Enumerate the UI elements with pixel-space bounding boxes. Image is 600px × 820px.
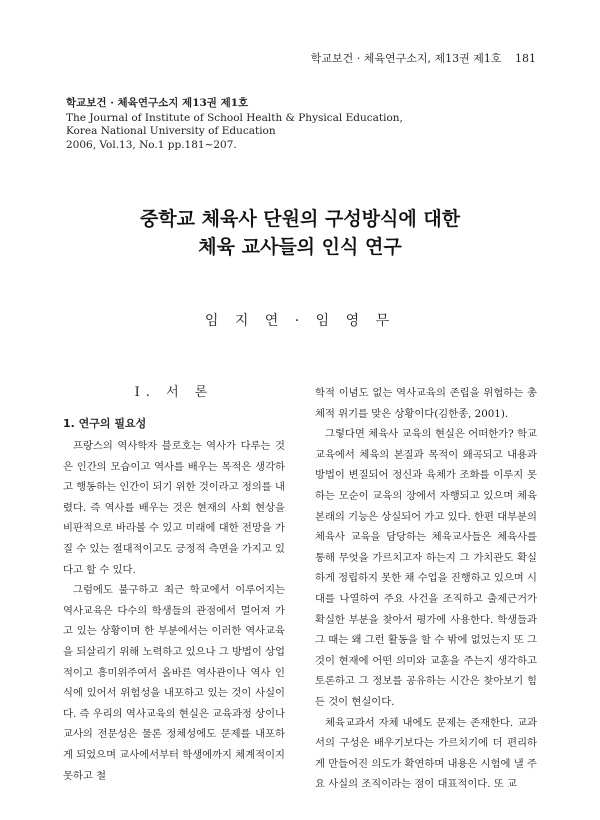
paragraph: 학적 이념도 없는 역사교육의 존립을 위협하는 총체적 위기를 맞은 상황이다(김한종, 2001).	[315, 387, 537, 420]
paragraph: 프랑스의 역사학자 블로호는 역사가 다루는 것은 인간의 모습이고 역사를 배우는 목적은 생각하고 행동하는 인간이 되기 위한 것이라고 정의를 내렸다. 즉 역사를 배우는 것은 현재의 사회 현상을 비판적으로 바라볼 수 있고 미래에 대한 전망을 가질 수 있는 절대적이고도 긍정적 측면을 가지고 있다고 할 수 있다.	[63, 440, 285, 576]
page-number: 181	[515, 52, 536, 65]
authors: 임 지 연 · 임 영 무	[204, 313, 396, 329]
journal-title-en: The Journal of Institute of School Health & Physical Education,	[66, 111, 403, 124]
journal-institution: Korea National University of Education	[66, 125, 276, 137]
section-heading: Ⅰ. 서 론	[134, 385, 214, 400]
right-column	[315, 383, 537, 795]
running-head	[311, 50, 536, 66]
running-head-text: 학교보건 · 체육연구소지, 제13권 제1호	[310, 52, 502, 65]
paragraph: 그렇다면 체육사 교육의 현실은 어떠한가? 학교교육에서 체육의 본질과 목적이 왜곡되고 내용과 방법이 변질되어 정신과 육체가 조화를 이루지 못하는 모순이 교육의 장에서 자행되고 있으며 체육 본래의 기능은 상실되어 가고 있다. 한편 대부분의 체육사 교육을 담당하는 체육교사들은 체육사를 통해 무엇을 가르치고자 하는지 그 가치관도 확실하게 정립하지 못한 채 수업을 진행하고 있으며 시대를 나열하여 주요 사건을 조직하고 출제근거가 확실한 부분을 찾아서 평가에 사용한다. 학생들과 그 때는 왜 그런 활동을 할 수 밖에 없었는지 또 그것이 현재에 어떤 의미와 교훈을 주는지 생각하고 토론하고 그 정보를 공유하는 시간은 찾아보기 힘든 것이 현실이다.	[315, 428, 537, 708]
paragraph: 체육교과서 자체 내에도 문제는 존재한다. 교과서의 구성은 배우기보다는 가르치기에 더 편리하게 만들어진 의도가 확연하며 내용은 시험에 낼 주요 사실의 조직이라는 점이 대표적이다. 또 교	[315, 716, 537, 791]
journal-title-ko: 학교보건 · 체육연구소지 제13권 제1호	[66, 97, 249, 109]
paragraph: 그럼에도 불구하고 최근 학교에서 이루어지는 역사교육은 다수의 학생들의 관점에서 멀어져 가고 있는 상황이며 한 부분에서는 이러한 역사교육을 되살리기 위해 노력하고 있으나 그 방법이 상업적이고 흥미위주여서 올바른 역사관이나 역사 인식에 있어서 위험성을 내포하고 있는 것이 사실이다. 즉 우리의 역사교육의 현실은 교육과정 상이나 교사의 전문성은 물론 정체성에도 문제를 내포하게 되었으며 교사에서부터 학생에까지 체계적이지 못하고 철	[63, 584, 285, 782]
paper-title	[0, 205, 600, 261]
journal-citation: 2006, Vol.13, No.1 pp.181∼207.	[66, 138, 237, 151]
journal-info	[66, 97, 403, 152]
paper-title-line2: 체육 교사들의 인식 연구	[198, 236, 402, 258]
subheading: 1. 연구의 필요성	[63, 417, 147, 430]
left-column	[63, 383, 285, 786]
paper-title-line1: 중학교 체육사 단원의 구성방식에 대한	[139, 208, 461, 230]
